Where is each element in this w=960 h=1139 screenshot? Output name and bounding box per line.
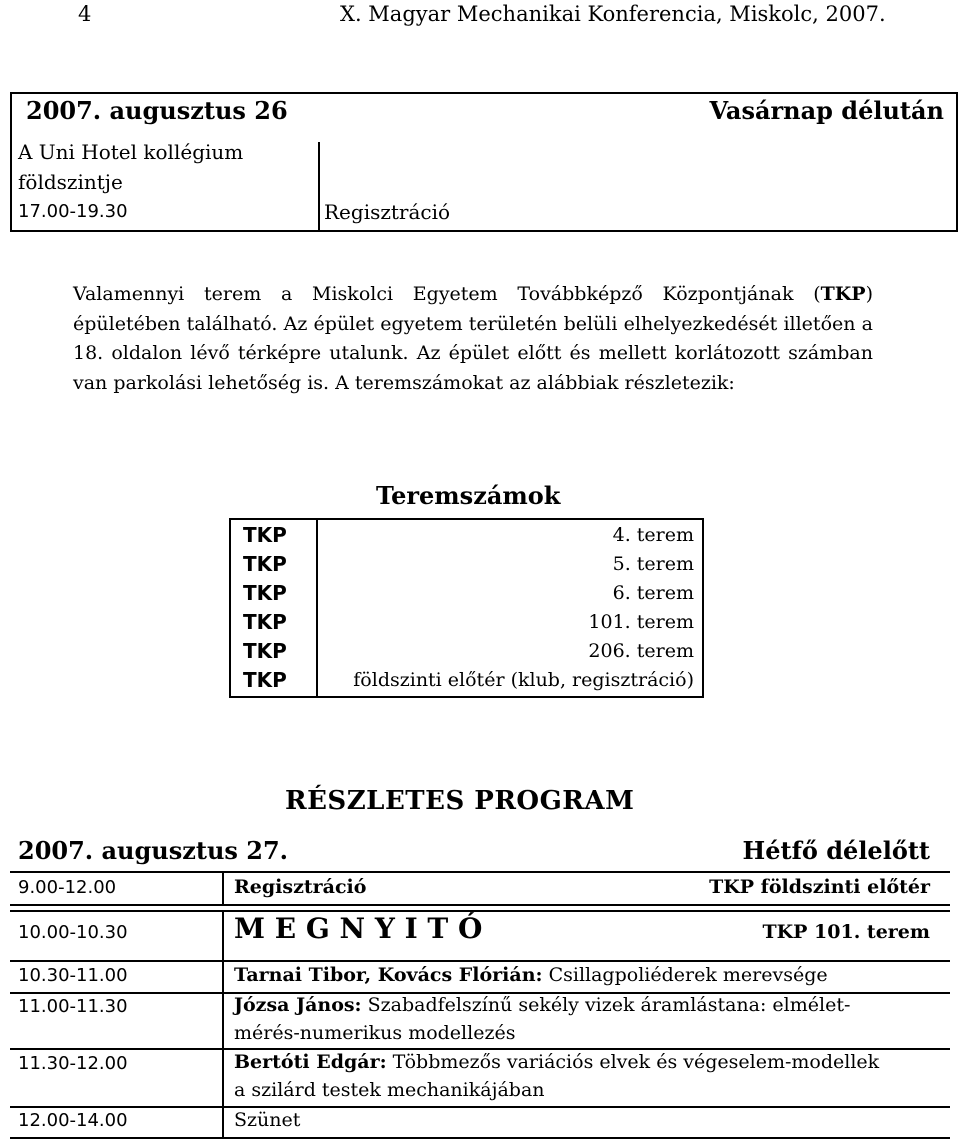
rooms-column-divider [316,520,318,696]
room-name: 6. terem [612,582,694,604]
program-time: 9.00-12.00 [18,877,117,898]
room-name: földszinti előtér (klub, regisztráció) [353,669,694,691]
program-talk [234,964,828,986]
room-building: TKP [243,668,287,692]
room-building: TKP [243,581,287,605]
talk-title: Csillagpoliéderek merevsége [548,964,828,986]
program-rule [10,1048,950,1050]
program-rule [10,871,950,873]
talk-speakers: Józsa János: [234,994,362,1016]
program-opening: M E G N Y I T Ó [234,912,483,945]
program-rule [10,1137,950,1139]
program-period: Hétfő délelőtt [742,836,930,865]
program-rule [10,1106,950,1108]
room-building: TKP [243,552,287,576]
sunday-column-divider [318,142,320,232]
program-column-divider [222,910,224,960]
page-number: 4 [78,2,92,26]
talk-speakers: Bertóti Edgár: [234,1051,387,1073]
talk-title-continued: a szilárd testek mechanikájában [234,1079,545,1101]
program-rule [10,904,950,906]
program-date: 2007. augusztus 27. [18,836,289,865]
program-talk [234,994,850,1016]
program-location: TKP 101. terem [762,921,930,943]
program-column-divider [222,871,224,904]
sunday-event: Regisztráció [324,200,451,224]
rooms-title: Teremszámok [376,481,561,510]
program-time: 10.00-10.30 [18,922,128,943]
program-event: Regisztráció [234,876,367,898]
sunday-date: 2007. augusztus 26 [26,96,288,125]
intro-tkp: TKP [820,283,866,305]
program-time: 10.30-11.00 [18,965,128,986]
intro-text-start: Valamennyi terem a Miskolci Egyetem Továbbképző Központjának ( [73,283,821,305]
program-time: 11.30-12.00 [18,1053,128,1074]
program-talk [234,1051,879,1073]
program-event: Szünet [234,1109,301,1131]
talk-speakers: Tarnai Tibor, Kovács Flórián: [234,964,543,986]
intro-paragraph [73,280,873,398]
sunday-schedule-box [10,92,958,232]
sunday-location-line2: földszintje [18,170,123,194]
program-location: TKP földszinti előtér [709,876,930,898]
talk-title: Szabadfelszínű sekély vizek áramlástana: elmélet- [367,994,851,1016]
program-title: RÉSZLETES PROGRAM [285,786,635,816]
program-time: 12.00-14.00 [18,1110,128,1131]
room-building: TKP [243,639,287,663]
sunday-time: 17.00-19.30 [18,201,128,222]
sunday-period: Vasárnap délután [709,96,944,125]
rooms-table [229,518,704,698]
program-rule [10,960,950,962]
talk-title-continued: mérés-numerikus modellezés [234,1022,516,1044]
room-building: TKP [243,610,287,634]
room-building: TKP [243,523,287,547]
running-header: X. Magyar Mechanikai Konferencia, Miskolc, 2007. [340,2,886,26]
room-name: 4. terem [612,524,694,546]
intro-text-rest: ) épületében található. Az épület egyetem területén belüli elhelyezkedését illetően a 18. oldalon lévő térképre utalunk. Az épület előtt és mellett korlátozott számban van parkolási lehetőség is. A teremszámokat az alábbiak részletezik: [73,283,873,394]
talk-title: Többmezős variációs elvek és végeselem-modellek [392,1051,880,1073]
room-name: 206. terem [588,640,694,662]
program-time: 11.00-11.30 [18,996,128,1017]
sunday-location-line1: A Uni Hotel kollégium [18,140,244,164]
room-name: 5. terem [612,553,694,575]
room-name: 101. terem [588,611,694,633]
